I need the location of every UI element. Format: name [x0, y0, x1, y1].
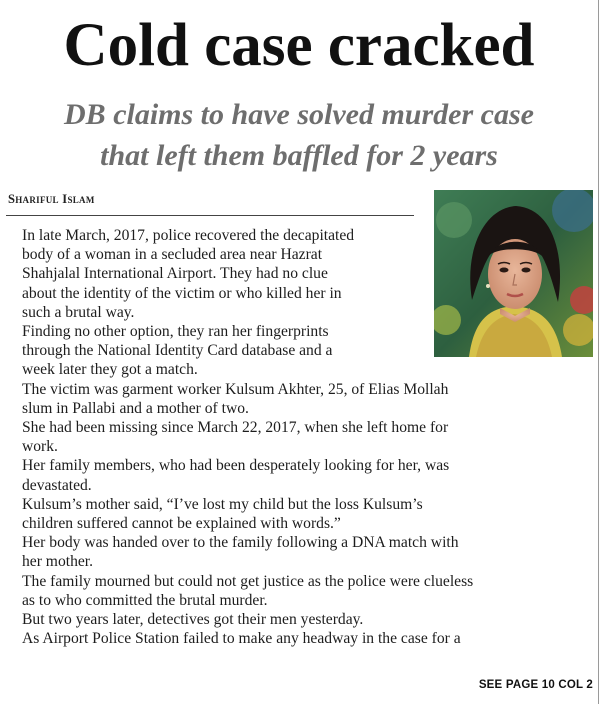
text-line: Shahjalal International Airport. They had no clue: [22, 265, 328, 283]
article-body: [8, 226, 591, 648]
text-line: through the National Identity Card database and a: [22, 342, 333, 360]
paragraph: [8, 572, 591, 610]
continuation-jump-line: SEE PAGE 10 COL 2: [478, 679, 593, 691]
text-line: children suffered cannot be explained with words.”: [22, 515, 341, 533]
text-line: Her body was handed over to the family following a DNA match with: [22, 534, 459, 552]
text-line: devastated.: [22, 476, 92, 494]
text-line: about the identity of the victim or who killed her in: [22, 284, 342, 302]
text-line: as to who committed the brutal murder.: [22, 591, 268, 609]
subheadline-line-1: DB claims to have solved murder case: [64, 98, 534, 131]
text-line: work.: [22, 438, 58, 456]
paragraph: [8, 418, 591, 456]
paragraph: [8, 226, 426, 322]
text-line: The family mourned but could not get justice as the police were clueless: [22, 572, 474, 590]
text-line: slum in Pallabi and a mother of two.: [22, 399, 249, 417]
paragraph: [8, 322, 426, 380]
text-line: Finding no other option, they ran her fingerprints: [22, 323, 329, 341]
text-line: As Airport Police Station failed to make any headway in the case for a: [22, 630, 461, 648]
column-divider: [598, 0, 599, 704]
byline-divider: [6, 215, 414, 216]
subheadline-line-2: that left them baffled for 2 years: [100, 139, 498, 172]
paragraph: [8, 629, 591, 648]
subheadline: [0, 94, 598, 176]
text-line: She had been missing since March 22, 2017, when she left home for: [22, 419, 449, 437]
paragraph: [8, 610, 591, 629]
paragraph: [8, 456, 591, 494]
byline: Shariful Islam: [8, 192, 95, 206]
text-line: Kulsum’s mother said, “I’ve lost my child but the loss Kulsum’s: [22, 495, 423, 513]
text-line: week later they got a match.: [22, 361, 198, 379]
text-line: her mother.: [22, 553, 94, 571]
text-line: such a brutal way.: [22, 303, 135, 321]
paragraph: [8, 533, 591, 571]
text-line: The victim was garment worker Kulsum Akhter, 25, of Elias Mollah: [22, 380, 449, 398]
text-line: body of a woman in a secluded area near Hazrat: [22, 246, 323, 264]
text-line: In late March, 2017, police recovered the decapitated: [22, 227, 355, 244]
text-line: But two years later, detectives got their men yesterday.: [22, 611, 364, 629]
text-line: Her family members, who had been desperately looking for her, was: [22, 457, 450, 475]
headline: Cold case cracked: [63, 12, 535, 79]
paragraph: [8, 380, 591, 418]
paragraph: [8, 495, 591, 533]
